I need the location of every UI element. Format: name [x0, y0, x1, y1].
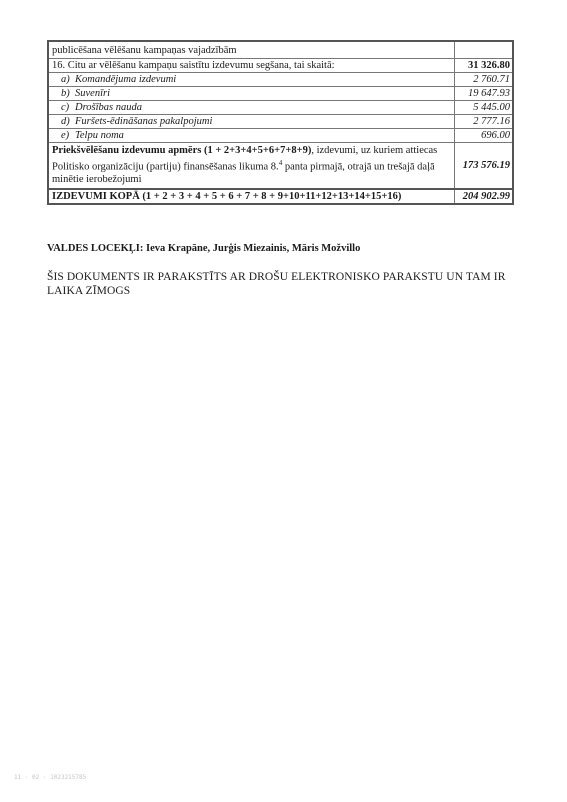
- row-text: Komandējuma izdevumi: [75, 74, 177, 85]
- pre-election-row: [48, 143, 513, 189]
- pre-election-label: [48, 143, 455, 189]
- row-label: publicēšana vēlēšanu kampaņas vajadzībām: [48, 41, 455, 59]
- table-row: [48, 115, 513, 129]
- table-row: [48, 41, 513, 59]
- total-value: 204 902.99: [455, 189, 514, 204]
- pre-election-label-end: panta pirmajā, otrajā un trešajā daļā minētie ierobežojumi: [52, 161, 435, 185]
- table-row: [48, 59, 513, 73]
- row-text: Furšets-ēdināšanas pakalpojumi: [75, 116, 213, 127]
- footer-code: 11 · 02 · 1023215785: [14, 774, 87, 781]
- row-label: [48, 87, 455, 101]
- row-label: [48, 101, 455, 115]
- row-value: 2 760.71: [455, 73, 514, 87]
- row-text: Suvenīri: [75, 88, 110, 99]
- pre-election-label-rest: , izdevumi, uz kuriem attiecas Politisko organizāciju (partiju) finansēšanas likuma 8.: [52, 145, 438, 173]
- expenses-table: [47, 40, 514, 205]
- table-row: [48, 101, 513, 115]
- total-label: IZDEVUMI KOPĀ (1 + 2 + 3 + 4 + 5 + 6 + 7 + 8 + 9+10+11+12+13+14+15+16): [48, 189, 455, 204]
- row-text: Drošības nauda: [75, 102, 142, 113]
- row-letter: e): [61, 130, 70, 141]
- row-value: 19 647.93: [455, 87, 514, 101]
- row-text: Telpu noma: [75, 130, 124, 141]
- row-label: [48, 73, 455, 87]
- row-value: 696.00: [455, 129, 514, 143]
- row-letter: d): [61, 116, 70, 127]
- pre-election-label-bold: Priekšvēlēšanu izdevumu apmērs (1 + 2+3+4+5+6+7+8+9): [52, 145, 312, 156]
- row-label: [48, 129, 455, 143]
- row-value: [455, 41, 514, 59]
- pre-election-value: 173 576.19: [455, 143, 514, 189]
- row-letter: a): [61, 74, 70, 85]
- board-members: VALDES LOCEKĻI: Ieva Krapāne, Jurģis Miezainis, Māris Možvillo: [47, 243, 361, 254]
- total-row: [48, 189, 513, 204]
- row-label: 16. Citu ar vēlēšanu kampaņu saistītu izdevumu segšana, tai skaitā:: [48, 59, 455, 73]
- row-label: [48, 115, 455, 129]
- table-row: [48, 129, 513, 143]
- row-value: 5 445.00: [455, 101, 514, 115]
- table-row: [48, 87, 513, 101]
- signature-note: ŠIS DOKUMENTS IR PARAKSTĪTS AR DROŠU ELEKTRONISKO PARAKSTU UN TAM IR LAIKA ZĪMOGS: [47, 271, 506, 297]
- row-value: 31 326.80: [455, 59, 514, 73]
- pre-election-sup: 4: [278, 159, 283, 167]
- row-letter: c): [61, 102, 70, 113]
- row-letter: b): [61, 88, 70, 99]
- table-row: [48, 73, 513, 87]
- row-value: 2 777.16: [455, 115, 514, 129]
